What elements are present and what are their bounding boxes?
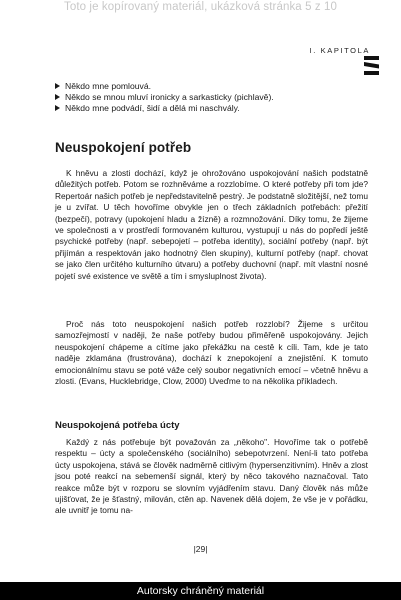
chapter-mark-icon: [364, 56, 379, 75]
list-item: Někdo mne podvádí, šidí a dělá mi naschvály.: [55, 103, 375, 114]
bullet-list: [55, 81, 375, 114]
subsection-title: Neuspokojená potřeba úcty: [55, 420, 180, 431]
triangle-bullet-icon: [55, 105, 60, 111]
paragraph: K hněvu a zlosti dochází, když je ohrožováno uspokojování našich podstatně důležitých potřeb. Potom se rozhněváme a rozzlobíme. O které potřeby při tom jde? Repertoár našich potřeb je nepředstavitelně pestrý. Je podstatně složitější, než tomu je u zvířat. U těch hovoříme obvykle jen o třech základních potřebách: přežití (bezpečí), potravy (upokojení hladu a žízně) a rozmnožování. Díky tomu, že žijeme ve společnosti a v prostředí formovaném kulturou, vystupují u nás do popředí ještě psychické potřeby (např. sebepojetí – potřeba identity), sociální potřeby (např. být přijímán a respektován jako hodnotný člen skupiny), kulturní potřeby (např. chovat se jako člen určitého kulturního útvaru) a potřeby duchovní (např. mít vlastní nosné pojetí své existence ve světě a tím i smysluplnost života).: [55, 168, 368, 281]
section-title: Neuspokojení potřeb: [55, 140, 192, 155]
triangle-bullet-icon: [55, 94, 60, 100]
copyright-footer: Autorsky chráněný materiál: [0, 582, 401, 600]
watermark-text: Toto je kopírovaný materiál, ukázková stránka 5 z 10: [63, 1, 338, 13]
paragraph: Proč nás toto neuspokojení našich potřeb rozzlobí? Žijeme s určitou samozřejmostí v naději, že naše potřeby budou přiměřeně uspokojovány. Jejich neuspokojení chápeme a cítíme jako překážku na cestě k cíli. Tam, kde je tato naděje zklamána (frustrována), dochází k znepokojení a znejistění. K tomuto emocionálnímu stavu se poté váže celý soubor negativních emocí – včetně hněvu a zlosti. (Evans, Hucklebridge, Clow, 2000) Uveďme to na několika příkladech.: [55, 319, 368, 387]
triangle-bullet-icon: [55, 83, 60, 89]
chapter-header: I. KAPITOLA: [309, 46, 370, 55]
list-item: Někdo se mnou mluví ironicky a sarkasticky (pichlavě).: [55, 92, 375, 103]
page-number: |29|: [193, 544, 208, 554]
paragraph: Každý z nás potřebuje být považován za „někoho". Hovoříme tak o potřebě respektu – úcty a společenského (sociálního) sebepotvrzení. Není-li tato potřeba úcty uspokojena, stává se člověk nadměrně citlivým (hypersenzitivním). Hněv a zlost jsou poté reakcí na sebemenší signál, který by něco takového naznačoval. Tato reakce může být v rozporu se slovním vyjádřením stavu. Daný člověk nás může ujišťovat, že je šťastný, milován, ctěn ap. Navenek dělá dojem, že vše je v pořádku, ale uvnitř je tomu na-: [55, 437, 368, 516]
list-item: Někdo mne pomlouvá.: [55, 81, 375, 92]
